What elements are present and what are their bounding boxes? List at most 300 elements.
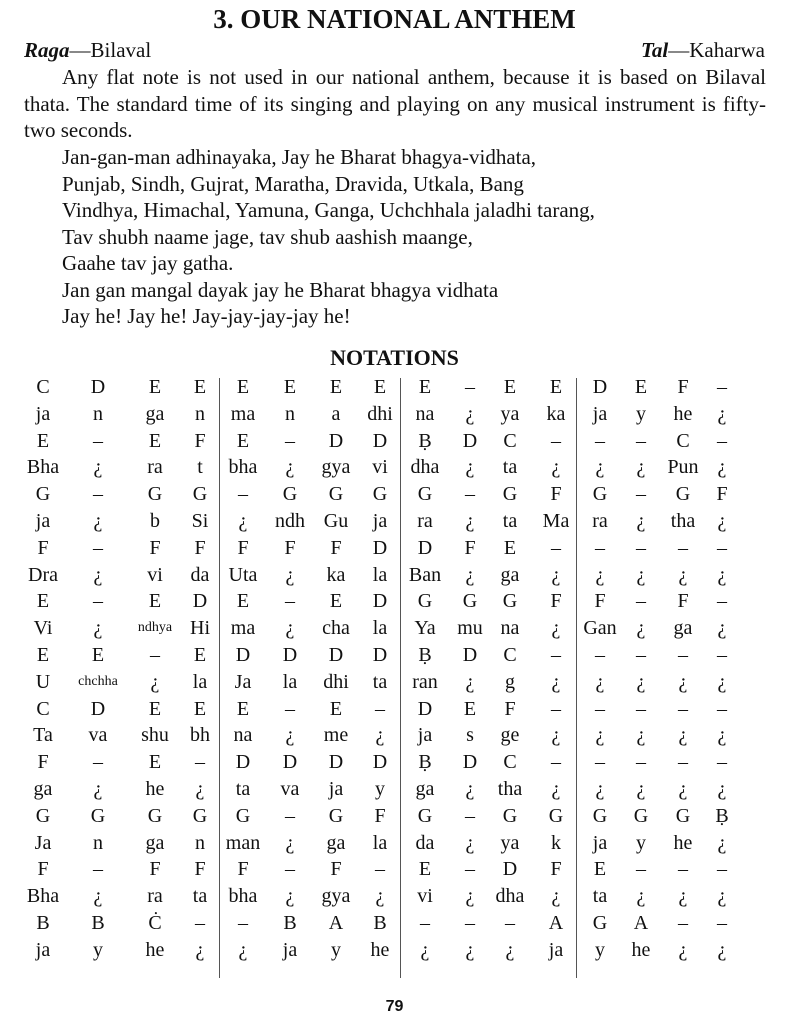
verse-line: Vindhya, Himachal, Yamuna, Ganga, Uchchhala jaladhi tarang, <box>62 198 595 222</box>
note-cell: – <box>636 483 646 506</box>
note-cell: D <box>328 429 344 452</box>
syllable-cell: la <box>372 831 388 854</box>
syllable-cell: ja <box>35 510 51 532</box>
syllable-cell: ¿ <box>636 885 646 908</box>
syllable-cell: ¿ <box>195 938 205 961</box>
note-cell: – <box>595 644 605 666</box>
note-cell: G <box>502 590 518 613</box>
syllable-cell: ¿ <box>551 885 561 908</box>
syllable-cell: ¿ <box>717 510 727 532</box>
tal-value: —Kaharwa <box>668 38 765 62</box>
syllable-cell: ¿ <box>465 885 475 908</box>
syllable-cell: ¿ <box>717 885 727 908</box>
note-cell: – <box>93 858 103 881</box>
note-cell: D <box>417 536 433 559</box>
note-cell: – <box>285 804 295 827</box>
syllable-cell: vi <box>417 885 433 908</box>
note-cell: E <box>148 697 162 720</box>
note-cell: E <box>236 697 250 720</box>
syllable-cell: ¿ <box>93 456 103 479</box>
syllable-cell: da <box>415 831 435 854</box>
note-cell: F <box>194 858 206 881</box>
syllable-cell: ¿ <box>465 456 475 479</box>
note-cell: – <box>551 536 561 559</box>
syllable-cell: ja <box>35 938 51 961</box>
syllable-cell: Vi <box>33 617 53 640</box>
syllable-cell: ¿ <box>505 938 515 961</box>
note-cell: C <box>36 376 50 398</box>
note-cell: – <box>150 644 160 666</box>
note-cell: – <box>636 590 646 613</box>
syllable-cell: he <box>145 938 165 961</box>
syllable-cell: ¿ <box>551 456 561 479</box>
syllable-cell: y <box>375 778 385 800</box>
note-cell: G <box>592 804 608 827</box>
syllable-cell: me <box>323 724 349 747</box>
syllable-cell: ¿ <box>93 778 103 800</box>
note-cell: E <box>148 590 162 613</box>
note-cell: F <box>37 751 49 774</box>
note-cell: A <box>548 912 564 934</box>
syllable-cell: ¿ <box>465 831 475 854</box>
syllable-cell: ¿ <box>717 402 727 425</box>
syllable-cell: he <box>673 831 693 854</box>
note-cell: – <box>238 912 248 934</box>
syllable-cell: la <box>372 617 388 640</box>
note-cell: – <box>465 912 475 934</box>
notations-heading: NOTATIONS <box>330 345 459 370</box>
note-cell: F <box>194 429 206 452</box>
note-cell: E <box>193 644 207 666</box>
note-cell: – <box>238 483 248 506</box>
note-cell: G <box>417 483 433 506</box>
syllable-cell: na <box>500 617 520 640</box>
note-cell: F <box>194 536 206 559</box>
syllable-cell: Ma <box>542 510 570 532</box>
syllable-cell: ta <box>592 885 608 908</box>
syllable-cell: ¿ <box>636 670 646 693</box>
syllable-cell: ¿ <box>465 510 475 532</box>
note-cell: G <box>192 804 208 827</box>
note-cell: Ċ <box>148 912 162 934</box>
syllable-cell: ma <box>230 617 256 640</box>
syllable-cell: ¿ <box>465 670 475 693</box>
syllable-cell: mu <box>457 617 483 640</box>
note-cell: F <box>677 376 689 398</box>
note-cell: F <box>330 536 342 559</box>
raga-label: Raga <box>24 38 70 62</box>
syllable-cell: ra <box>147 885 163 908</box>
syllable-cell: dhi <box>323 670 349 693</box>
syllable-cell: t <box>197 456 203 479</box>
syllable-cell: ¿ <box>285 724 295 747</box>
note-cell: F <box>284 536 296 559</box>
raga-line <box>24 38 151 63</box>
note-cell: B <box>36 912 50 934</box>
intro-paragraph: Any flat note is not used in our national anthem, because it is based on Bilaval thata. The standard time of its singing and playing on any musical instrument is fifty-two seconds. <box>24 65 766 142</box>
syllable-cell: U <box>35 670 51 693</box>
syllable-cell: y <box>636 402 646 425</box>
syllable-cell: ja <box>417 724 433 747</box>
syllable-cell: s <box>466 724 474 747</box>
syllable-cell: bha <box>228 456 258 479</box>
syllable-cell: ¿ <box>551 670 561 693</box>
syllable-cell: la <box>372 563 388 586</box>
note-cell: D <box>502 858 518 881</box>
syllable-cell: tha <box>497 778 523 800</box>
syllable-cell: ga <box>500 563 520 586</box>
syllable-cell: he <box>631 938 651 961</box>
syllable-cell: ja <box>592 402 608 425</box>
note-cell: E <box>193 697 207 720</box>
note-cell: A <box>633 912 649 934</box>
note-cell: G <box>592 912 608 934</box>
note-cell: F <box>677 590 689 613</box>
syllable-cell: k <box>551 831 561 854</box>
note-cell: – <box>717 590 727 613</box>
note-cell: E <box>503 536 517 559</box>
syllable-cell: vi <box>147 563 163 586</box>
syllable-cell: he <box>370 938 390 961</box>
syllable-cell: ta <box>372 670 388 693</box>
note-cell: G <box>675 804 691 827</box>
note-cell: C <box>503 429 517 452</box>
note-cell: G <box>282 483 298 506</box>
syllable-cell: ¿ <box>636 456 646 479</box>
note-cell: F <box>464 536 476 559</box>
verse-line: Jay he! Jay he! Jay-jay-jay-jay he! <box>62 304 351 328</box>
note-cell: – <box>551 644 561 666</box>
note-cell: D <box>372 590 388 613</box>
syllable-cell: ra <box>147 456 163 479</box>
note-cell: – <box>678 858 688 881</box>
note-cell: Ḅ <box>418 644 432 666</box>
note-cell: E <box>36 429 50 452</box>
note-cell: – <box>551 697 561 720</box>
syllable-cell: ¿ <box>93 885 103 908</box>
syllable-cell: Ban <box>408 563 442 586</box>
note-cell: E <box>148 376 162 398</box>
syllable-cell: n <box>195 402 205 425</box>
syllable-cell: Si <box>191 510 209 532</box>
syllable-cell: Bha <box>26 456 60 479</box>
note-cell: – <box>636 429 646 452</box>
note-cell: D <box>328 644 344 666</box>
note-cell: C <box>36 697 50 720</box>
note-cell: D <box>462 644 478 666</box>
note-cell: G <box>192 483 208 506</box>
note-cell: – <box>636 697 646 720</box>
syllable-cell: ¿ <box>238 938 248 961</box>
note-cell: D <box>282 751 298 774</box>
syllable-cell: ndhya <box>137 620 173 636</box>
syllable-cell: ra <box>417 510 433 532</box>
note-cell: C <box>676 429 690 452</box>
note-cell: – <box>678 697 688 720</box>
page-title: 3. OUR NATIONAL ANTHEM <box>213 4 576 34</box>
syllable-cell: da <box>190 563 210 586</box>
note-cell: – <box>375 697 385 720</box>
note-cell: B <box>91 912 105 934</box>
syllable-cell: na <box>415 402 435 425</box>
syllable-cell: ¿ <box>93 563 103 586</box>
syllable-cell: Pun <box>667 456 699 479</box>
syllable-cell: dha <box>495 885 525 908</box>
note-cell: D <box>462 751 478 774</box>
note-cell: E <box>463 697 477 720</box>
syllable-cell: y <box>595 938 605 961</box>
syllable-cell: ¿ <box>465 563 475 586</box>
note-cell: B <box>283 912 297 934</box>
note-cell: – <box>717 858 727 881</box>
anthem-lyrics <box>62 144 595 330</box>
note-cell: G <box>502 483 518 506</box>
note-cell: – <box>93 590 103 613</box>
notation-table <box>0 374 789 984</box>
note-cell: – <box>93 483 103 506</box>
note-cell: E <box>329 590 343 613</box>
note-cell: F <box>550 590 562 613</box>
note-cell: F <box>149 536 161 559</box>
syllable-cell: dha <box>410 456 440 479</box>
note-cell: E <box>148 429 162 452</box>
note-cell: F <box>237 536 249 559</box>
note-cell: – <box>717 644 727 666</box>
note-cell: F <box>550 483 562 506</box>
note-cell: F <box>594 590 606 613</box>
syllable-cell: chchha <box>78 673 118 689</box>
note-cell: Ḅ <box>418 429 432 452</box>
syllable-cell: ¿ <box>595 563 605 586</box>
verse-line: Jan gan mangal dayak jay he Bharat bhagya vidhata <box>62 277 499 302</box>
syllable-cell: va <box>88 724 108 747</box>
syllable-cell: Ya <box>414 617 436 640</box>
syllable-cell: ga <box>33 778 53 800</box>
page-number: 79 <box>385 998 404 1015</box>
syllable-cell: ¿ <box>551 724 561 747</box>
note-cell: – <box>465 376 475 398</box>
note-cell: F <box>550 858 562 881</box>
note-cell: F <box>149 858 161 881</box>
syllable-cell: ta <box>192 885 208 908</box>
syllable-cell: ¿ <box>636 617 646 640</box>
note-cell: G <box>462 590 478 613</box>
syllable-cell: ja <box>328 778 344 800</box>
note-cell: – <box>717 912 727 934</box>
syllable-cell: ¿ <box>717 938 727 961</box>
syllable-cell: ran <box>412 670 438 693</box>
note-cell: E <box>236 429 250 452</box>
syllable-cell: ndh <box>275 510 305 532</box>
note-cell: – <box>420 912 430 934</box>
note-cell: – <box>285 590 295 613</box>
note-cell: – <box>465 858 475 881</box>
note-cell: – <box>636 751 646 774</box>
syllable-cell: ¿ <box>717 617 727 640</box>
note-cell: – <box>678 751 688 774</box>
verse-line: Gaahe tav jay gatha. <box>62 251 234 275</box>
note-cell: – <box>285 858 295 881</box>
syllable-cell: vi <box>372 456 388 479</box>
note-cell: E <box>193 376 207 398</box>
syllable-cell: ga <box>145 402 165 425</box>
syllable-cell: ¿ <box>375 885 385 908</box>
syllable-cell: ¿ <box>678 885 688 908</box>
syllable-cell: ¿ <box>285 456 295 479</box>
raga-value: —Bilaval <box>69 38 152 62</box>
syllable-cell: y <box>93 938 103 961</box>
syllable-cell: ¿ <box>717 724 727 747</box>
note-cell: – <box>595 751 605 774</box>
syllable-cell: ma <box>230 402 256 425</box>
syllable-cell: ta <box>502 510 518 532</box>
syllable-cell: Ja <box>234 670 252 693</box>
note-cell: – <box>678 912 688 934</box>
note-cell: E <box>373 376 387 398</box>
note-cell: E <box>503 376 517 398</box>
syllable-cell: ¿ <box>678 563 688 586</box>
note-cell: F <box>37 858 49 881</box>
syllable-cell: n <box>285 402 295 425</box>
note-cell: D <box>417 697 433 720</box>
syllable-cell: ¿ <box>93 617 103 640</box>
note-cell: D <box>235 751 251 774</box>
syllable-cell: ¿ <box>93 510 103 532</box>
syllable-cell: ¿ <box>717 456 727 479</box>
note-cell: D <box>328 751 344 774</box>
syllable-cell: ¿ <box>636 510 646 532</box>
note-cell: D <box>90 697 106 720</box>
note-cell: F <box>504 697 516 720</box>
note-cell: – <box>678 536 688 559</box>
syllable-cell: ¿ <box>465 778 475 800</box>
note-cell: E <box>329 376 343 398</box>
syllable-cell: cha <box>322 617 350 640</box>
syllable-cell: Gan <box>583 617 617 640</box>
syllable-cell: ¿ <box>595 670 605 693</box>
note-cell: – <box>595 536 605 559</box>
note-cell: F <box>237 858 249 881</box>
note-cell: – <box>636 644 646 666</box>
syllable-cell: ¿ <box>285 617 295 640</box>
note-cell: E <box>549 376 563 398</box>
note-cell: Ḅ <box>715 804 729 827</box>
note-cell: G <box>502 804 518 827</box>
note-cell: D <box>372 644 388 666</box>
syllable-cell: b <box>150 510 160 532</box>
note-cell: F <box>716 483 728 506</box>
note-cell: – <box>285 697 295 720</box>
syllable-cell: ¿ <box>595 724 605 747</box>
syllable-cell: n <box>93 831 103 854</box>
syllable-cell: bh <box>190 724 210 747</box>
note-cell: G <box>417 590 433 613</box>
note-cell: E <box>329 697 343 720</box>
note-cell: D <box>372 751 388 774</box>
syllable-cell: ¿ <box>636 563 646 586</box>
note-cell: – <box>93 429 103 452</box>
note-cell: – <box>717 376 727 398</box>
note-cell: D <box>372 536 388 559</box>
syllable-cell: he <box>145 778 165 800</box>
syllable-cell: Hi <box>190 617 210 640</box>
verse-line: Tav shubh naame jage, tav shub aashish maange, <box>62 224 473 249</box>
syllable-cell: ¿ <box>551 563 561 586</box>
note-cell: G <box>147 804 163 827</box>
syllable-cell: la <box>282 670 298 693</box>
syllable-cell: ¿ <box>551 778 561 800</box>
syllable-cell: ¿ <box>636 724 646 747</box>
tal-line <box>641 38 765 63</box>
note-cell: G <box>90 804 106 827</box>
syllable-cell: la <box>192 670 208 693</box>
syllable-cell: ga <box>673 617 693 640</box>
syllable-cell: ya <box>500 402 520 425</box>
note-cell: G <box>633 804 649 827</box>
note-cell: G <box>548 804 564 827</box>
syllable-cell: ¿ <box>717 670 727 693</box>
note-cell: – <box>636 858 646 881</box>
syllable-cell: ka <box>326 563 346 586</box>
syllable-cell: ¿ <box>678 778 688 800</box>
syllable-cell: ta <box>235 778 251 800</box>
syllable-cell: ge <box>500 724 520 747</box>
syllable-cell: gya <box>321 456 351 479</box>
syllable-cell: Gu <box>323 510 349 532</box>
syllable-cell: ¿ <box>420 938 430 961</box>
note-cell: G <box>328 804 344 827</box>
syllable-cell: ¿ <box>717 563 727 586</box>
note-cell: E <box>148 751 162 774</box>
note-cell: D <box>282 644 298 666</box>
syllable-cell: Ja <box>34 831 52 854</box>
note-cell: G <box>592 483 608 506</box>
note-cell: D <box>592 376 608 398</box>
syllable-cell: he <box>673 402 693 425</box>
note-cell: E <box>634 376 648 398</box>
verse-line: Jan-gan-man adhinayaka, Jay he Bharat bhagya-vidhata, <box>62 145 537 169</box>
syllable-cell: ¿ <box>595 456 605 479</box>
note-cell: G <box>35 483 51 506</box>
syllable-cell: ¿ <box>717 778 727 800</box>
note-cell: D <box>192 590 208 613</box>
note-cell: G <box>417 804 433 827</box>
note-cell: – <box>375 858 385 881</box>
syllable-cell: ja <box>35 402 51 425</box>
note-cell: – <box>717 536 727 559</box>
syllable-cell: Uta <box>228 563 258 586</box>
note-cell: Ḅ <box>418 751 432 774</box>
note-cell: G <box>675 483 691 506</box>
tal-label: Tal <box>640 38 669 62</box>
note-cell: – <box>551 751 561 774</box>
note-cell: E <box>236 376 250 398</box>
syllable-cell: Ta <box>33 724 53 747</box>
note-cell: A <box>328 912 344 934</box>
note-cell: G <box>372 483 388 506</box>
syllable-cell: ¿ <box>150 670 160 693</box>
syllable-cell: Dra <box>28 563 58 586</box>
syllable-cell: va <box>280 778 300 800</box>
note-cell: E <box>283 376 297 398</box>
syllable-cell: ga <box>145 831 165 854</box>
note-cell: E <box>593 858 607 881</box>
syllable-cell: a <box>331 402 341 425</box>
note-cell: – <box>595 429 605 452</box>
note-cell: G <box>35 804 51 827</box>
syllable-cell: ja <box>372 510 388 532</box>
note-cell: C <box>503 751 517 774</box>
